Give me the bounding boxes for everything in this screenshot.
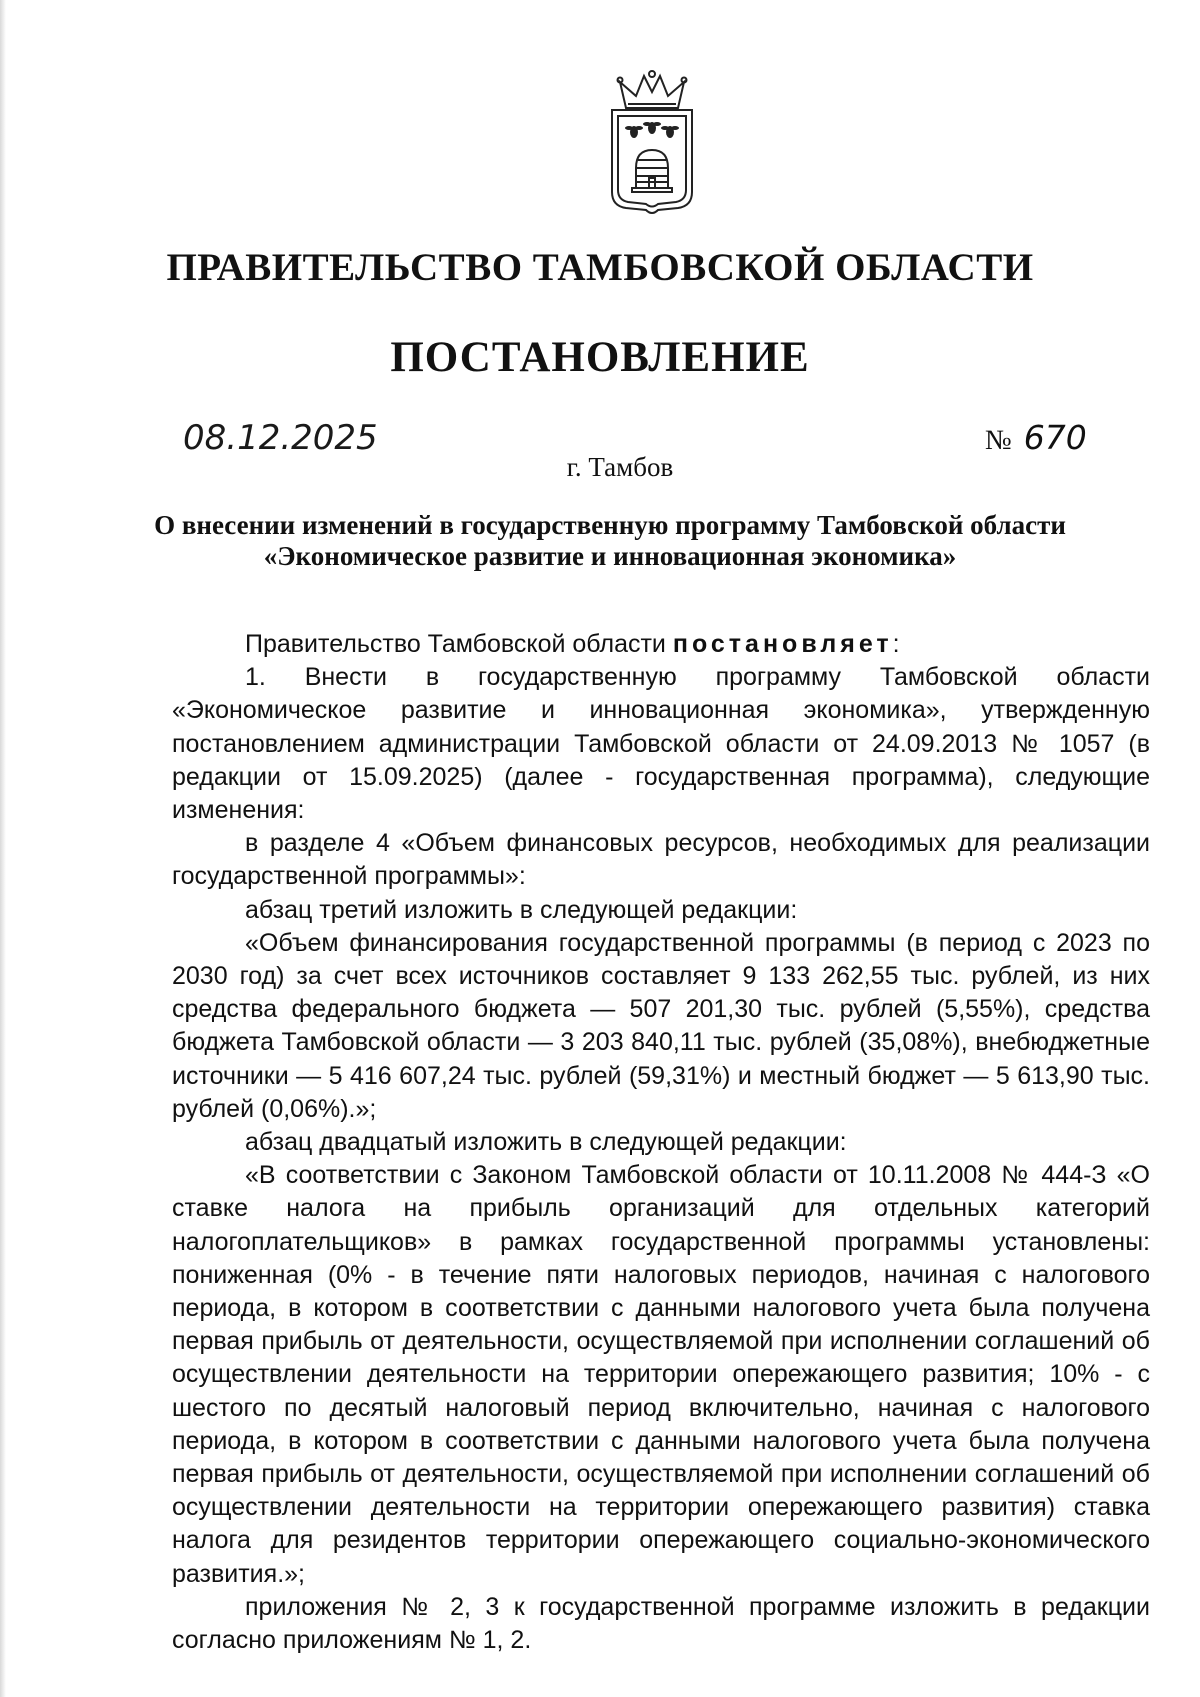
document-date: 08.12.2025 bbox=[183, 418, 378, 458]
subject-line-1: О внесении изменений в государственную программу Тамбовской области bbox=[154, 510, 1066, 540]
number-value: 670 bbox=[1023, 418, 1087, 457]
preamble-start: Правительство Тамбовской области bbox=[245, 630, 673, 658]
preamble bbox=[172, 628, 1150, 661]
city-line: г. Тамбов bbox=[566, 452, 674, 482]
preamble-end: : bbox=[892, 630, 900, 658]
document-body bbox=[172, 628, 1150, 1657]
body-paragraph: в разделе 4 «Объем финансовых ресурсов, необходимых для реализации государственной программы»: bbox=[172, 829, 1150, 891]
body-paragraph: 1. Внести в государственную программу Тамбовской области «Экономическое развитие и инновационная экономика», утвержденную постановлением администрации Тамбовской области от 24.09.2013 № 1057 (в редакции от 15.09.2025) (далее - государственная программа), следующие изменения: bbox=[172, 663, 1150, 825]
coat-of-arms-icon bbox=[598, 70, 706, 220]
preamble-verb: постановляет bbox=[672, 630, 893, 658]
body-paragraph: «Объем финансирования государственной программы (в период с 2023 по 2030 год) за счет всех источников составляет 9 133 262,55 тыс. рублей, из них средства федерального бюджета — 507 201,30 тыс. рублей (5,55%), средства бюджета Тамбовской области — 3 203 840,11 тыс. рублей (35,08%), внебюджетные источники — 5 416 607,24 тыс. рублей (59,31%) и местный бюджет — 5 613,90 тыс. рублей (0,06%).»; bbox=[172, 928, 1150, 1123]
body-paragraph: абзац третий изложить в следующей редакции: bbox=[245, 895, 798, 924]
organization-title: ПРАВИТЕЛЬСТВО ТАМБОВСКОЙ ОБЛАСТИ bbox=[166, 246, 1034, 289]
body-paragraph: абзац двадцатый изложить в следующей редакции: bbox=[245, 1128, 847, 1157]
subject-line-2: «Экономическое развитие и инновационная экономика» bbox=[263, 541, 957, 571]
number-label: № bbox=[985, 425, 1012, 456]
document-type-title: ПОСТАНОВЛЕНИЕ bbox=[390, 334, 810, 381]
body-paragraph: «В соответствии с Законом Тамбовской области от 10.11.2008 № 444-З «О ставке налога на прибыль организаций для отдельных категорий налогоплательщиков» в рамках государственной программы установлены: пониженная (0% - в течение пяти налоговых периодов, начиная с налогового периода, в котором в соответствии с данными налогового учета была получена первая прибыль от деятельности, осуществляемой при исполнении соглашений об осуществлении деятельности на территории опережающего развития; 10% - с шестого по десятый налоговый период включительно, начиная с налогового периода, в котором в соответствии с данными налогового учета была получена первая прибыль от деятельности, осуществляемой при исполнении соглашений об осуществлении деятельности на территории опережающего развития) ставка налога для резидентов территории опережающего социально-экономического развития.»; bbox=[172, 1161, 1150, 1588]
document-subject bbox=[0, 510, 1200, 572]
body-paragraph: приложения № 2, 3 к государственной программе изложить в редакции согласно приложениям № 1, 2. bbox=[172, 1592, 1150, 1655]
